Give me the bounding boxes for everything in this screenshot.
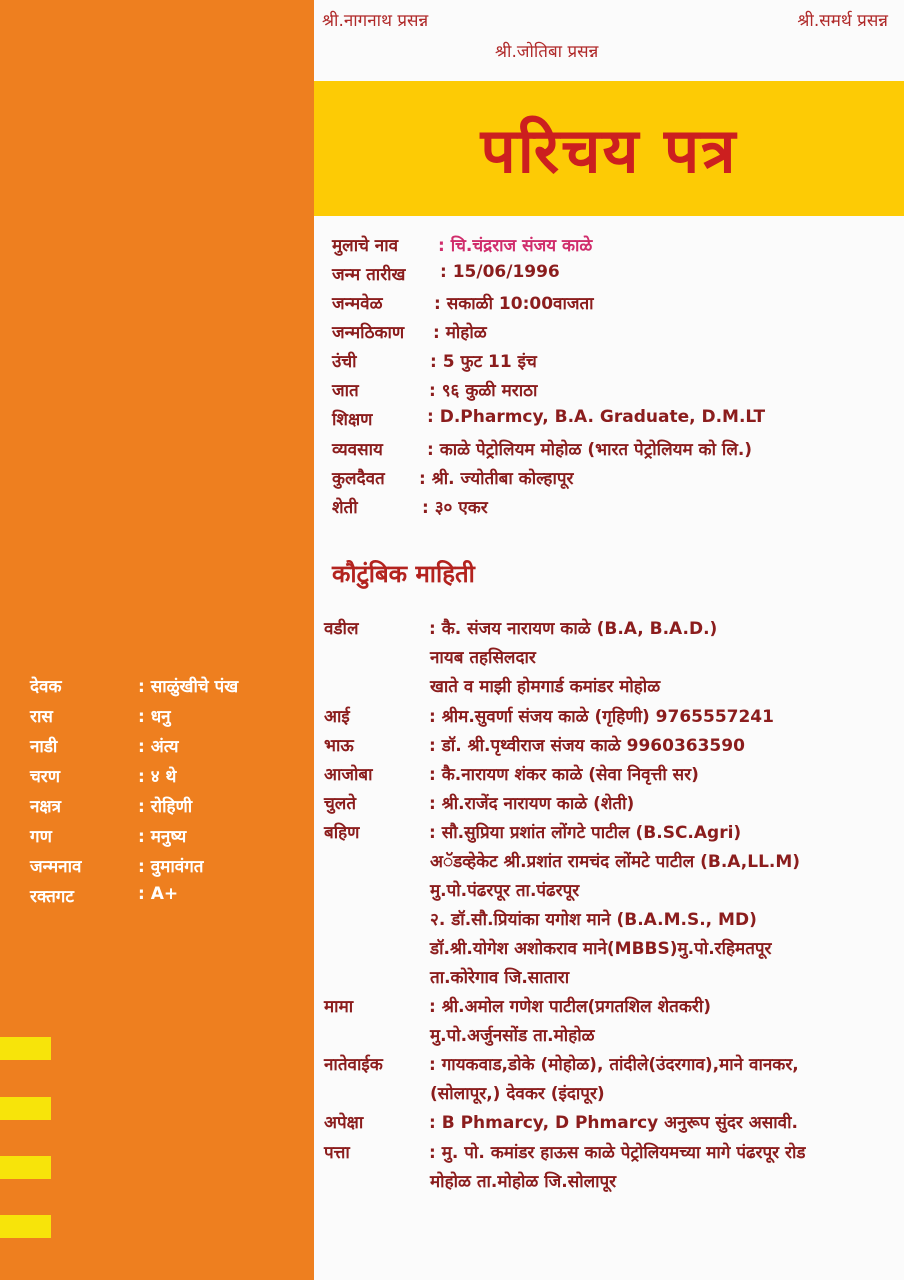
family-value: : श्री.अमोल गणेश पाटील(प्रगतशिल शेतकरी) xyxy=(429,997,712,1017)
decorative-stripe xyxy=(0,1156,51,1179)
family-continuation: (सोलापूर,) देवकर (इंदापूर) xyxy=(430,1084,605,1104)
family-label: पत्ता xyxy=(324,1143,350,1163)
family-continuation: मु.पो.अर्जुनसोंड ता.मोहोळ xyxy=(430,1026,595,1046)
personal-value: : ३० एकर xyxy=(422,498,488,518)
decorative-stripe xyxy=(0,1097,51,1120)
family-section-heading: कौटुंबिक माहिती xyxy=(332,560,475,588)
family-continuation: मु.पो.पंढरपूर ता.पंढरपूर xyxy=(430,881,580,901)
astro-label: नक्षत्र xyxy=(30,797,62,817)
personal-value: : श्री. ज्योतीबा कोल्हापूर xyxy=(419,469,574,489)
personal-value: : 15/06/1996 xyxy=(440,262,560,282)
header-blessing-left: श्री.नागनाथ प्रसन्न xyxy=(322,11,429,31)
family-continuation: डॉ.श्री.योगेश अशोकराव माने(MBBS)मु.पो.रहिमतपूर xyxy=(430,939,772,959)
family-continuation: खाते व माझी होमगार्ड कमांडर मोहोळ xyxy=(430,677,661,697)
astro-value: : अंत्य xyxy=(138,737,179,757)
family-value: : गायकवाड,डोके (मोहोळ), तांदीले(उंदरगाव),माने वानकर, xyxy=(429,1055,799,1075)
family-continuation: २. डॉ.सौ.प्रियांका यगोश माने (B.A.M.S., MD) xyxy=(430,910,757,930)
family-continuation: अॅडव्हेकेट श्री.प्रशांत रामचंद लोंमटे पाटील (B.A,LL.M) xyxy=(430,852,801,872)
astro-label: जन्मनाव xyxy=(30,857,82,877)
family-value: : कै. संजय नारायण काळे (B.A, B.A.D.) xyxy=(429,619,718,639)
personal-label: जन्मवेळ xyxy=(332,294,383,314)
astro-label: रास xyxy=(30,707,53,727)
astro-value: : साळुंखीचे पंख xyxy=(138,677,239,697)
personal-label: मुलाचे नाव xyxy=(332,236,399,256)
personal-label: जन्मठिकाण xyxy=(332,323,405,343)
family-value: : श्रीम.सुवर्णा संजय काळे (गृहिणी) 9765557241 xyxy=(429,707,774,727)
personal-label: व्यवसाय xyxy=(332,440,383,460)
family-label: वडील xyxy=(324,619,359,639)
family-continuation: नायब तहसिलदार xyxy=(430,648,536,668)
personal-value: : 5 फुट 11 इंच xyxy=(430,352,537,372)
astro-label: नाडी xyxy=(30,737,58,757)
family-continuation: ता.कोरेगाव जि.सातारा xyxy=(430,968,570,988)
family-label: मामा xyxy=(324,997,354,1017)
astro-label: चरण xyxy=(30,767,61,787)
family-value: : सौ.सुप्रिया प्रशांत लोंगटे पाटील (B.SC.Agri) xyxy=(429,823,742,843)
family-label: अपेक्षा xyxy=(324,1113,364,1133)
personal-value: : चि.चंद्रराज संजय काळे xyxy=(438,236,593,256)
personal-value: : मोहोळ xyxy=(433,323,487,343)
family-label: आई xyxy=(324,707,350,727)
personal-label: कुलदैवत xyxy=(332,469,385,489)
family-value: : कै.नारायण शंकर काळे (सेवा निवृत्ती सर) xyxy=(429,765,699,785)
decorative-stripe xyxy=(0,1037,51,1060)
astro-value: : A+ xyxy=(138,884,179,904)
astro-label: देवक xyxy=(30,677,62,697)
title-banner xyxy=(314,81,904,216)
header-blessing-center: श्री.जोतिबा प्रसन्न xyxy=(495,42,599,62)
family-label: भाऊ xyxy=(324,736,354,756)
family-continuation: मोहोळ ता.मोहोळ जि.सोलापूर xyxy=(430,1172,617,1192)
personal-label: जात xyxy=(332,381,359,401)
personal-label: जन्म तारीख xyxy=(332,265,406,285)
personal-value: : सकाळी 10:00वाजता xyxy=(434,294,594,314)
family-value: : डॉ. श्री.पृथ्वीराज संजय काळे 9960363590 xyxy=(429,736,745,756)
family-label: चुलते xyxy=(324,794,357,814)
astro-value: : ४ थे xyxy=(138,767,177,787)
astro-label: रक्तगट xyxy=(30,887,74,907)
page-title: परिचय पत्र xyxy=(480,114,738,187)
astro-value: : रोहिणी xyxy=(138,797,193,817)
astro-value: : वुमावंगत xyxy=(138,857,204,877)
family-label: आजोबा xyxy=(324,765,373,785)
decorative-stripe xyxy=(0,1215,51,1238)
family-label: नातेवाईक xyxy=(324,1055,383,1075)
family-value: : श्री.राजेंद नारायण काळे (शेती) xyxy=(429,794,635,814)
personal-label: शिक्षण xyxy=(332,410,373,430)
family-value: : मु. पो. कमांडर हाऊस काळे पेट्रोलियमच्या मागे पंढरपूर रोड xyxy=(429,1143,806,1163)
family-label: बहिण xyxy=(324,823,360,843)
personal-value: : काळे पेट्रोलियम मोहोळ (भारत पेट्रोलियम को लि.) xyxy=(427,440,753,460)
personal-value: : ९६ कुळी मराठा xyxy=(429,381,538,401)
family-value: : B Phmarcy, D Phmarcy अनुरूप सुंदर असावी. xyxy=(429,1113,798,1133)
header-blessing-right: श्री.समर्थ प्रसन्न xyxy=(797,11,888,31)
personal-label: उंची xyxy=(332,352,357,372)
astro-value: : धनु xyxy=(138,707,171,727)
personal-label: शेती xyxy=(332,498,358,518)
astro-label: गण xyxy=(30,827,52,847)
left-sidebar-panel xyxy=(0,0,314,1280)
personal-value: : D.Pharmcy, B.A. Graduate, D.M.LT xyxy=(427,407,766,427)
astro-value: : मनुष्य xyxy=(138,827,187,847)
